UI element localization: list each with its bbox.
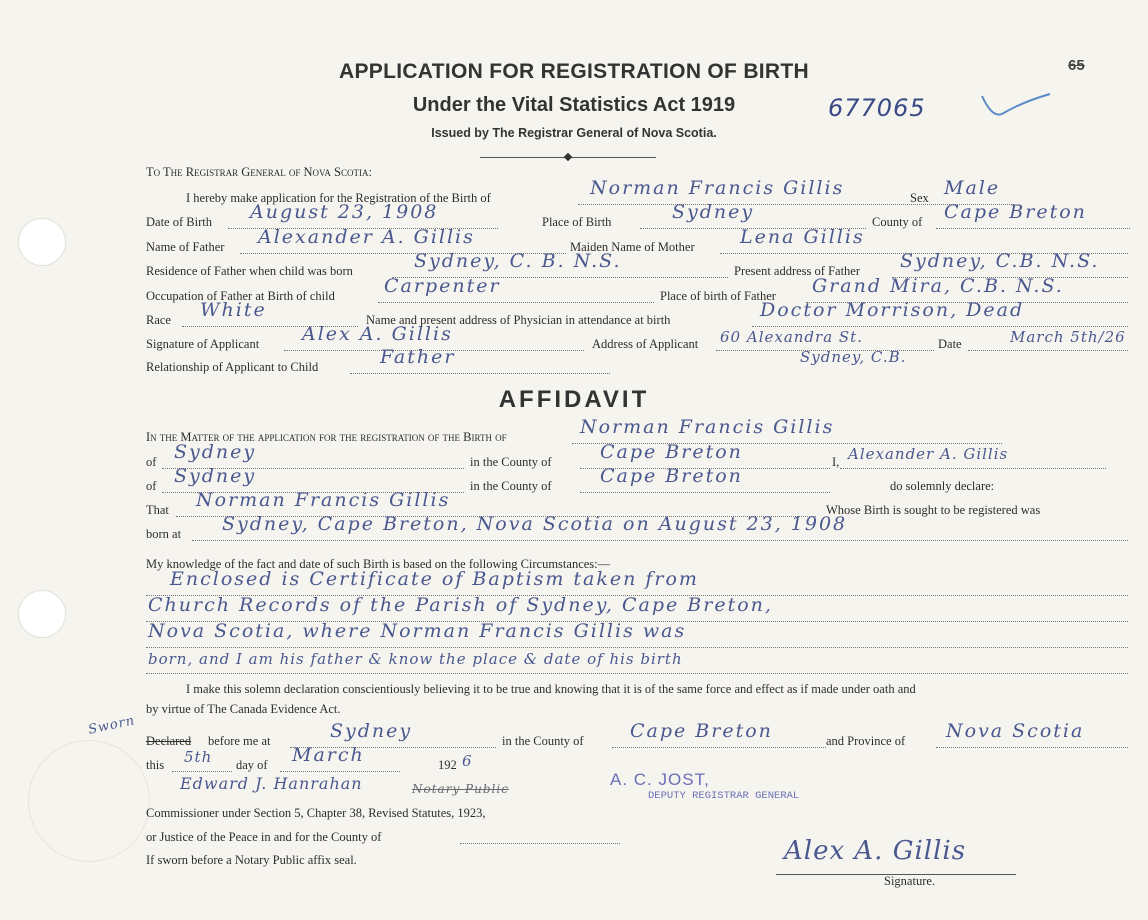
present-address-field: Sydney, C.B. N.S. (900, 250, 1100, 272)
residence-label: Residence of Father when child was born (146, 264, 353, 278)
sex-label: Sex (910, 191, 929, 205)
signature-label: Signature of Applicant (146, 337, 260, 351)
county-field: Cape Breton (600, 465, 743, 487)
knowledge-label: My knowledge of the fact and date of such Birth is based on the following Circumstances:— (146, 557, 611, 571)
father-field: Alexander A. Gillis (258, 226, 475, 248)
date-field: March 5th/26 (1010, 328, 1126, 346)
year-printed: 192 (438, 758, 457, 772)
before-place-field: Sydney (330, 720, 413, 742)
race-label: Race (146, 313, 171, 327)
page-number: 65 (1068, 57, 1085, 74)
declarant-field: Alexander A. Gillis (848, 445, 1009, 463)
present-address-label: Present address of Father (734, 264, 861, 278)
commissioner-signature: Edward J. Hanrahan (180, 774, 363, 793)
justice-label: or Justice of the Peace in and for the County of (146, 830, 382, 844)
affidavit-heading: AFFIDAVIT (498, 386, 650, 413)
registration-number: 677065 (828, 94, 926, 122)
circumstances-line: Nova Scotia, where Norman Francis Gillis was (148, 620, 687, 642)
registrar-stamp-title: DEPUTY REGISTRAR GENERAL (648, 790, 800, 802)
check-mark-icon (970, 84, 1060, 129)
father-label: Name of Father (146, 240, 225, 254)
solemn-declaration-cont: by virtue of The Canada Evidence Act. (146, 702, 341, 716)
month-field: March (292, 744, 365, 766)
child-name-field: Norman Francis Gillis (590, 177, 845, 199)
of-place-field: Sydney (174, 441, 257, 463)
county-label: County of (872, 215, 923, 229)
circumstances-line: Church Records of the Parish of Sydney, Cape Breton, (148, 594, 773, 616)
applicant-signature-field: Alex A. Gillis (302, 323, 453, 345)
punch-hole (18, 218, 66, 266)
issued-by: Issued by The Registrar General of Nova Scotia. (431, 126, 717, 140)
county-field: Cape Breton (944, 201, 1087, 223)
father-birthplace-field: Grand Mira, C.B. N.S. (812, 275, 1064, 297)
father-birthplace-label: Place of birth of Father (660, 289, 776, 303)
form-subtitle: Under the Vital Statistics Act 1919 (412, 94, 736, 116)
notary-annotation: Notary Public (412, 782, 509, 796)
relationship-field: Father (380, 346, 456, 368)
occupation-field: Carpenter (384, 275, 501, 297)
whose-label: Whose Birth is sought to be registered was (826, 503, 1041, 517)
applicant-signature: Alex A. Gillis (784, 836, 967, 866)
residence-field: Sydney, C. B. N.S. (414, 250, 622, 272)
sworn-annotation: Sworn (86, 713, 137, 738)
applicant-address-label: Address of Applicant (592, 337, 699, 351)
province-field: Nova Scotia (946, 720, 1085, 742)
intro-label: I hereby make application for the Registration of the Birth of (186, 191, 491, 205)
of-label: of (146, 479, 157, 493)
before-label: before me at (208, 734, 271, 748)
province-label: and Province of (826, 734, 906, 748)
that-name-field: Norman Francis Gillis (196, 489, 451, 511)
race-field: White (200, 299, 267, 321)
mother-label: Maiden Name of Mother (570, 240, 695, 254)
i-label: I, (832, 455, 840, 469)
of-place-field: Sydney (174, 465, 257, 487)
of-label: of (146, 455, 157, 469)
dob-label: Date of Birth (146, 215, 212, 229)
county-field: Cape Breton (600, 441, 743, 463)
form-title: APPLICATION FOR REGISTRATION OF BIRTH (339, 60, 809, 83)
embossed-seal (28, 740, 150, 862)
date-label: Date (938, 337, 962, 351)
place-field: Sydney (672, 201, 755, 223)
occupation-label: Occupation of Father at Birth of child (146, 289, 335, 303)
solemnly-label: do solemnly declare: (890, 479, 995, 493)
county-label: in the County of (502, 734, 584, 748)
registrar-stamp-name: A. C. JOST, (610, 770, 710, 789)
place-label: Place of Birth (542, 215, 612, 229)
physician-field: Doctor Morrison, Dead (760, 299, 1025, 321)
addressee: To The Registrar General of Nova Scotia: (146, 165, 372, 179)
relationship-label: Relationship of Applicant to Child (146, 360, 319, 374)
punch-hole (18, 590, 66, 638)
solemn-declaration: I make this solemn declaration conscientiously believing it to be true and knowing that it is of the same force and effect as if made under oath and (186, 682, 916, 696)
year-written: 6 (462, 752, 473, 770)
circumstances-line: Enclosed is Certificate of Baptism taken from (170, 568, 699, 590)
commissioner-label: Commissioner under Section 5, Chapter 38, Revised Statutes, 1923, (146, 806, 486, 820)
day-of-label: day of (236, 758, 268, 772)
county-label: in the County of (470, 455, 552, 469)
county-label: in the County of (470, 479, 552, 493)
notary-note: If sworn before a Notary Public affix seal. (146, 853, 357, 867)
divider-ornament (564, 153, 572, 161)
matter-label: In the Matter of the application for the registration of the Birth of (146, 430, 507, 444)
applicant-address-line-2: Sydney, C.B. (800, 348, 907, 366)
county-field: Cape Breton (630, 720, 773, 742)
that-label: That (146, 503, 169, 517)
sex-field: Male (944, 177, 1001, 199)
this-label: this (146, 758, 165, 772)
mother-field: Lena Gillis (740, 226, 865, 248)
born-label: born at (146, 527, 182, 541)
born-at-field: Sydney, Cape Breton, Nova Scotia on August 23, 1908 (222, 513, 848, 535)
declared-label: Declared (146, 734, 192, 748)
circumstances-line: born, and I am his father & know the place & date of his birth (148, 650, 683, 668)
applicant-address-field: 60 Alexandra St. (720, 328, 863, 346)
signature-caption: Signature. (884, 874, 936, 888)
day-field: 5th (184, 748, 213, 766)
physician-label: Name and present address of Physician in attendance at birth (366, 313, 671, 327)
dob-field: August 23, 1908 (250, 201, 439, 223)
affidavit-child-name-field: Norman Francis Gillis (580, 416, 835, 438)
